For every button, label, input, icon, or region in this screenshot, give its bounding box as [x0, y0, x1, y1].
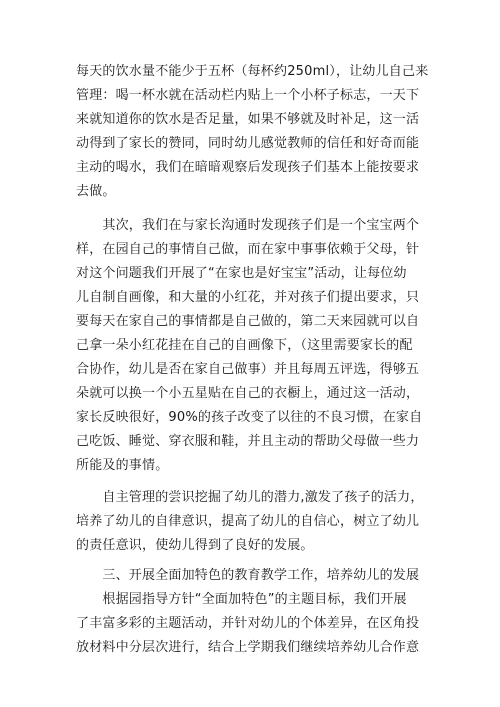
document-body: [76, 60, 429, 660]
text-line: 管理：喝一杯水就在活动栏内贴上一个小杯子标志，一天下: [76, 88, 420, 103]
text-line: 自主管理的尝识挖掘了幼儿的潜力,激发了孩子的活力，: [76, 490, 424, 505]
text-line: 培养了幼儿的自律意识，提高了幼儿的自信心，树立了幼儿: [76, 514, 420, 529]
text-line: 家长反映很好，90%的孩子改变了以往的不良习惯，在家自: [76, 410, 423, 425]
text-line: 根据园指导方针“全面加特色”的主题目标，我们开展: [76, 592, 407, 607]
paragraph-theme-activities: [76, 588, 426, 660]
text-line: 样，在园自己的事情自己做，而在家中事事依赖于父母，针: [76, 242, 420, 257]
section-title: 三、开展全面加特色的教育教学工作，培养幼儿的发展: [76, 568, 420, 583]
text-line: 己拿一朵小红花挂在自己的自画像下，（这里需要家长的配: [76, 338, 413, 353]
text-line: 朵就可以换一个小五星贴在自己的衣橱上，通过这一活动，: [76, 386, 420, 401]
section-heading: [76, 564, 426, 588]
text-line: 合协作，幼儿是否在家自己做事）并且每周五评选，得够五: [76, 362, 420, 377]
paragraph-home-activity: [76, 214, 426, 478]
text-line: 的责任意识，使幼儿得到了良好的发展。: [76, 538, 314, 553]
paragraph-water-habit: [76, 60, 429, 204]
text-line: 己吃饭、睡觉、穿衣服和鞋，并且主动的帮助父母做一些力: [76, 434, 420, 449]
text-line: 儿自制自画像，和大量的小红花，并对孩子们提出要求，只: [76, 290, 420, 305]
text-line: 所能及的事情。: [76, 458, 169, 473]
text-line: 放材料中分层次进行，结合上学期我们继续培养幼儿合作意: [76, 640, 420, 655]
paragraph-self-management: [76, 486, 426, 558]
text-line: 去做。: [76, 184, 116, 199]
text-line: 主动的喝水，我们在暗暗观察后发现孩子们基本上能按要求: [76, 160, 420, 175]
text-line: 动得到了家长的赞同，同时幼儿感觉教师的信任和好奇而能: [76, 136, 420, 151]
text-line: 其次，我们在与家长沟通时发现孩子们是一个宝宝两个: [76, 218, 420, 233]
paragraph-gap: [76, 478, 426, 486]
text-line: 要每天在家自己的事情都是自己做的，第二天来园就可以自: [76, 314, 420, 329]
text-line: 了丰富多彩的主题活动，并针对幼儿的个体差异，在区角投: [76, 616, 420, 631]
paragraph-gap: [76, 204, 426, 214]
text-line: 对这个问题我们开展了“在家也是好宝宝”活动，让每位幼: [76, 266, 407, 281]
text-line: 来就知道你的饮水是否足量，如果不够就及时补足，这一活: [76, 112, 420, 127]
text-line: 每天的饮水量不能少于五杯（每杯约250ml），让幼儿自己来: [76, 64, 429, 79]
